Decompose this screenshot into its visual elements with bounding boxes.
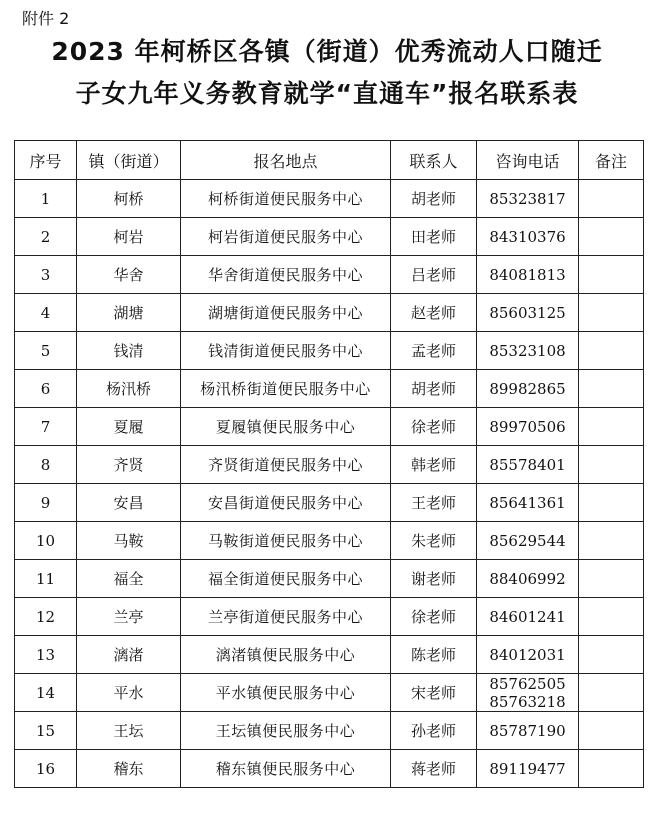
cell-contact: 胡老师 [391, 180, 477, 218]
phone-number: 89119477 [489, 759, 566, 778]
cell-number: 3 [15, 256, 77, 294]
cell-town: 安昌 [77, 484, 181, 522]
table-row [15, 256, 644, 294]
cell-number: 11 [15, 560, 77, 598]
table-row [15, 294, 644, 332]
cell-phone [477, 750, 579, 788]
cell-town: 钱清 [77, 332, 181, 370]
cell-note [579, 218, 644, 256]
cell-note [579, 446, 644, 484]
cell-phone [477, 408, 579, 446]
phone-number: 84310376 [489, 227, 566, 246]
cell-number: 16 [15, 750, 77, 788]
cell-site: 平水镇便民服务中心 [181, 674, 391, 712]
cell-town: 华舍 [77, 256, 181, 294]
cell-town: 夏履 [77, 408, 181, 446]
cell-town: 稽东 [77, 750, 181, 788]
cell-town: 马鞍 [77, 522, 181, 560]
table-row [15, 484, 644, 522]
cell-note [579, 332, 644, 370]
phone-number: 85762505 [489, 674, 566, 693]
cell-number: 8 [15, 446, 77, 484]
cell-contact: 宋老师 [391, 674, 477, 712]
cell-note [579, 674, 644, 712]
cell-phone [477, 180, 579, 218]
cell-town: 平水 [77, 674, 181, 712]
table-row [15, 370, 644, 408]
cell-phone [477, 294, 579, 332]
cell-contact: 吕老师 [391, 256, 477, 294]
cell-number: 6 [15, 370, 77, 408]
cell-site: 漓渚镇便民服务中心 [181, 636, 391, 674]
cell-contact: 赵老师 [391, 294, 477, 332]
table-row [15, 332, 644, 370]
document-title-line-1: 2023 年柯桥区各镇（街道）优秀流动人口随迁 [51, 37, 603, 66]
cell-note [579, 370, 644, 408]
cell-town: 兰亭 [77, 598, 181, 636]
cell-contact: 徐老师 [391, 408, 477, 446]
table-row [15, 636, 644, 674]
cell-site: 湖塘街道便民服务中心 [181, 294, 391, 332]
cell-site: 夏履镇便民服务中心 [181, 408, 391, 446]
cell-site: 稽东镇便民服务中心 [181, 750, 391, 788]
cell-town: 柯桥 [77, 180, 181, 218]
cell-town: 漓渚 [77, 636, 181, 674]
cell-contact: 陈老师 [391, 636, 477, 674]
cell-note [579, 294, 644, 332]
cell-contact: 胡老师 [391, 370, 477, 408]
column-header-town: 镇（街道） [77, 141, 181, 180]
column-header-note: 备注 [579, 141, 644, 180]
cell-town: 王坛 [77, 712, 181, 750]
cell-contact: 王老师 [391, 484, 477, 522]
cell-site: 杨汛桥街道便民服务中心 [181, 370, 391, 408]
phone-number: 89970506 [489, 417, 566, 436]
phone-number: 84601241 [489, 607, 566, 626]
cell-note [579, 256, 644, 294]
table-row [15, 598, 644, 636]
cell-note [579, 484, 644, 522]
cell-contact: 徐老师 [391, 598, 477, 636]
cell-phone [477, 446, 579, 484]
table-row [15, 218, 644, 256]
cell-site: 马鞍街道便民服务中心 [181, 522, 391, 560]
column-header-site: 报名地点 [181, 141, 391, 180]
table-row [15, 750, 644, 788]
cell-note [579, 712, 644, 750]
cell-contact: 孙老师 [391, 712, 477, 750]
cell-number: 5 [15, 332, 77, 370]
cell-phone [477, 370, 579, 408]
cell-phone [477, 218, 579, 256]
cell-contact: 韩老师 [391, 446, 477, 484]
cell-contact: 田老师 [391, 218, 477, 256]
column-header-number: 序号 [15, 141, 77, 180]
phone-number: 89982865 [489, 379, 566, 398]
table-row [15, 712, 644, 750]
cell-phone [477, 332, 579, 370]
cell-site: 华舍街道便民服务中心 [181, 256, 391, 294]
phone-number: 85323108 [489, 341, 566, 360]
phone-number: 85787190 [489, 721, 566, 740]
phone-number: 85323817 [489, 189, 566, 208]
column-header-contact: 联系人 [391, 141, 477, 180]
phone-number: 85629544 [489, 531, 566, 550]
phone-number-secondary: 85763218 [489, 692, 566, 711]
phone-number: 84081813 [489, 265, 566, 284]
cell-site: 福全街道便民服务中心 [181, 560, 391, 598]
cell-town: 杨汛桥 [77, 370, 181, 408]
cell-number: 13 [15, 636, 77, 674]
cell-contact: 蒋老师 [391, 750, 477, 788]
table-row [15, 674, 644, 712]
table-row [15, 408, 644, 446]
cell-town: 齐贤 [77, 446, 181, 484]
column-header-phone: 咨询电话 [477, 141, 579, 180]
table-row [15, 560, 644, 598]
cell-phone [477, 636, 579, 674]
cell-number: 10 [15, 522, 77, 560]
phone-number: 84012031 [489, 645, 566, 664]
document-title-line-2: 子女九年义务教育就学“直通车”报名联系表 [75, 79, 579, 108]
cell-site: 王坛镇便民服务中心 [181, 712, 391, 750]
cell-number: 14 [15, 674, 77, 712]
cell-number: 15 [15, 712, 77, 750]
cell-note [579, 598, 644, 636]
table-row [15, 522, 644, 560]
table-row [15, 446, 644, 484]
cell-note [579, 180, 644, 218]
cell-site: 钱清街道便民服务中心 [181, 332, 391, 370]
cell-contact: 朱老师 [391, 522, 477, 560]
cell-note [579, 522, 644, 560]
cell-site: 兰亭街道便民服务中心 [181, 598, 391, 636]
table-header-row [15, 141, 644, 180]
cell-number: 12 [15, 598, 77, 636]
cell-contact: 孟老师 [391, 332, 477, 370]
cell-phone [477, 522, 579, 560]
cell-note [579, 408, 644, 446]
cell-number: 2 [15, 218, 77, 256]
cell-phone [477, 598, 579, 636]
table-body [15, 180, 644, 788]
registration-contact-table [14, 140, 644, 788]
cell-site: 齐贤街道便民服务中心 [181, 446, 391, 484]
cell-phone [477, 484, 579, 522]
cell-note [579, 750, 644, 788]
cell-note [579, 636, 644, 674]
phone-number: 85603125 [489, 303, 566, 322]
cell-town: 福全 [77, 560, 181, 598]
cell-contact: 谢老师 [391, 560, 477, 598]
cell-number: 7 [15, 408, 77, 446]
attachment-label: 附件 2 [22, 9, 70, 28]
cell-note [579, 560, 644, 598]
cell-number: 4 [15, 294, 77, 332]
cell-town: 柯岩 [77, 218, 181, 256]
table-row [15, 180, 644, 218]
cell-site: 柯桥街道便民服务中心 [181, 180, 391, 218]
cell-phone [477, 560, 579, 598]
cell-town: 湖塘 [77, 294, 181, 332]
cell-site: 柯岩街道便民服务中心 [181, 218, 391, 256]
phone-number: 85578401 [489, 455, 566, 474]
cell-site: 安昌街道便民服务中心 [181, 484, 391, 522]
cell-phone [477, 256, 579, 294]
cell-number: 9 [15, 484, 77, 522]
cell-phone [477, 712, 579, 750]
cell-number: 1 [15, 180, 77, 218]
phone-number: 85641361 [489, 493, 566, 512]
cell-phone [477, 674, 579, 712]
phone-number: 88406992 [489, 569, 566, 588]
